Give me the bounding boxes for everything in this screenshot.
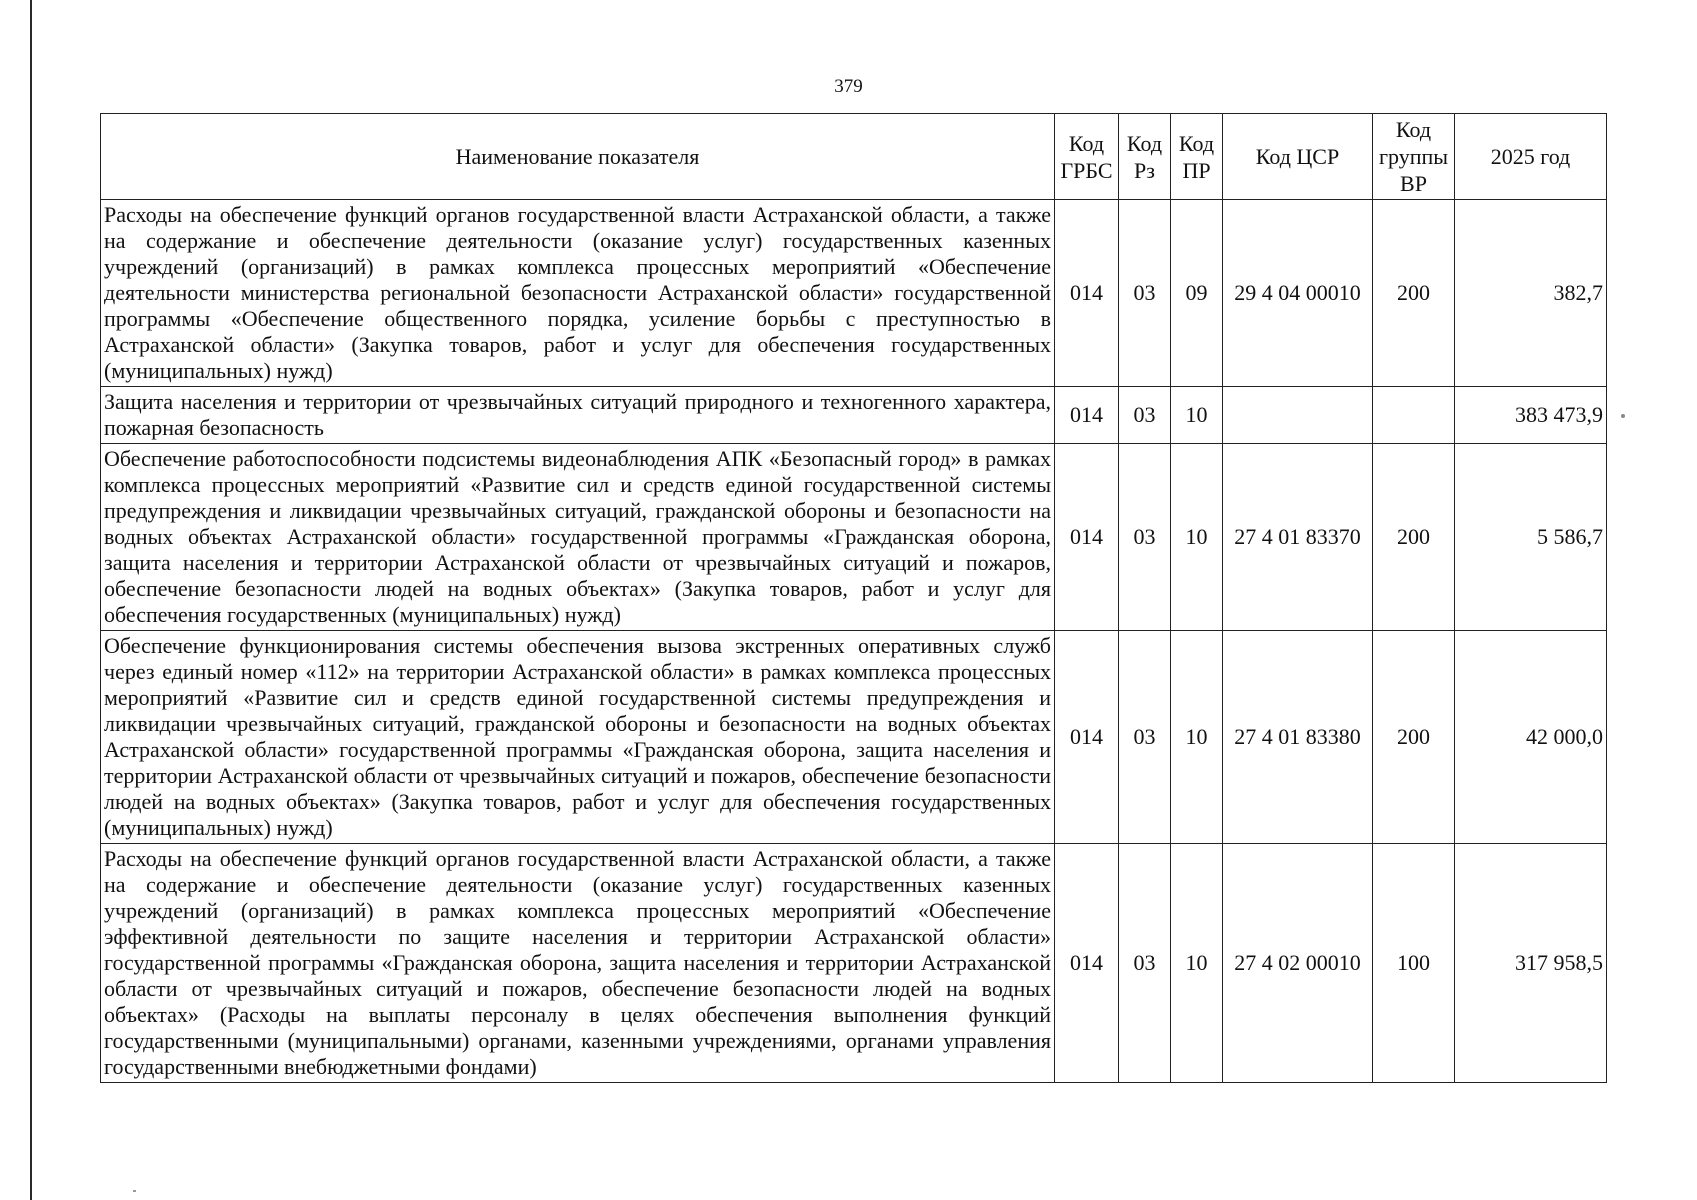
row-pr: 10 (1171, 844, 1223, 1083)
row-pr: 10 (1171, 631, 1223, 844)
table-row (101, 444, 1607, 631)
row-sum: 317 958,5 (1455, 844, 1607, 1083)
table-row (101, 631, 1607, 844)
row-rz: 03 (1119, 387, 1171, 444)
row-grbs: 014 (1055, 631, 1119, 844)
row-csr (1223, 387, 1373, 444)
row-csr: 27 4 01 83380 (1223, 631, 1373, 844)
row-pr: 10 (1171, 444, 1223, 631)
row-vr: 200 (1373, 200, 1455, 387)
table-row (101, 844, 1607, 1083)
row-rz: 03 (1119, 844, 1171, 1083)
row-name: Обеспечение работоспособности подсистемы видеонаблюдения АПК «Безопасный город» в рамках комплекса процессных мероприятий «Развитие сил и средств единой государственной системы предупреждения и ликвидации чрезвычайных ситуаций, гражданской обороны и безопасности на водных объектах Астраханской области» государственной программы «Гражданская оборона, защита населения и территории Астраханской области от чрезвычайных ситуаций и пожаров, обеспечение безопасности людей на водных объектах» (Закупка товаров, работ и услуг для обеспечения государственных (муниципальных) нужд) (101, 444, 1055, 631)
scan-speck-dot (1621, 414, 1625, 418)
header-vr: Код группы ВР (1373, 114, 1455, 200)
row-grbs: 014 (1055, 387, 1119, 444)
table-header-row (101, 114, 1607, 200)
page-number: 379 (834, 76, 863, 97)
table-row (101, 387, 1607, 444)
header-name: Наименование показателя (101, 114, 1055, 200)
row-rz: 03 (1119, 444, 1171, 631)
row-grbs: 014 (1055, 444, 1119, 631)
row-sum: 382,7 (1455, 200, 1607, 387)
row-vr: 200 (1373, 444, 1455, 631)
scan-speck-bottom (133, 1190, 136, 1192)
row-name: Расходы на обеспечение функций органов государственной власти Астраханской области, а также на содержание и обеспечение деятельности (оказание услуг) государственных казенных учреждений (организаций) в рамках комплекса процессных мероприятий «Обеспечение эффективной деятельности по защите населения и территории Астраханской области» государственной программы «Гражданская оборона, защита населения и территории Астраханской области от чрезвычайных ситуаций и пожаров, обеспечение безопасности людей на водных объектах» (Расходы на выплаты персоналу в целях обеспечения выполнения функций государственными (муниципальными) органами, казенными учреждениями, органами управления государственными внебюджетными фондами) (101, 844, 1055, 1083)
row-vr (1373, 387, 1455, 444)
header-rz: Код Рз (1119, 114, 1171, 200)
row-pr: 10 (1171, 387, 1223, 444)
row-name: Расходы на обеспечение функций органов государственной власти Астраханской области, а также на содержание и обеспечение деятельности (оказание услуг) государственных казенных учреждений (организаций) в рамках комплекса процессных мероприятий «Обеспечение деятельности министерства региональной безопасности Астраханской области» государственной программы «Обеспечение общественного порядка, усиление борьбы с преступностью в Астраханской области» (Закупка товаров, работ и услуг для обеспечения государственных (муниципальных) нужд) (101, 200, 1055, 387)
row-pr: 09 (1171, 200, 1223, 387)
row-sum: 42 000,0 (1455, 631, 1607, 844)
row-vr: 200 (1373, 631, 1455, 844)
row-name: Защита населения и территории от чрезвычайных ситуаций природного и техногенного характера, пожарная безопасность (101, 387, 1055, 444)
table-row (101, 200, 1607, 387)
header-year: 2025 год (1455, 114, 1607, 200)
row-sum: 5 586,7 (1455, 444, 1607, 631)
row-csr: 29 4 04 00010 (1223, 200, 1373, 387)
row-grbs: 014 (1055, 200, 1119, 387)
header-csr: Код ЦСР (1223, 114, 1373, 200)
row-rz: 03 (1119, 631, 1171, 844)
row-sum: 383 473,9 (1455, 387, 1607, 444)
header-pr: Код ПР (1171, 114, 1223, 200)
page-margin-line (30, 0, 32, 1200)
row-csr: 27 4 02 00010 (1223, 844, 1373, 1083)
row-vr: 100 (1373, 844, 1455, 1083)
row-name: Обеспечение функционирования системы обеспечения вызова экстренных оперативных служб через единый номер «112» на территории Астраханской области» в рамках комплекса процессных мероприятий «Развитие сил и средств единой государственной системы предупреждения и ликвидации чрезвычайных ситуаций, гражданской обороны и безопасности на водных объектах Астраханской области» государственной программы «Гражданская оборона, защита населения и территории Астраханской области от чрезвычайных ситуаций и пожаров, обеспечение безопасности людей на водных объектах» (Закупка товаров, работ и услуг для обеспечения государственных (муниципальных) нужд) (101, 631, 1055, 844)
row-grbs: 014 (1055, 844, 1119, 1083)
budget-table (100, 113, 1607, 1083)
row-rz: 03 (1119, 200, 1171, 387)
row-csr: 27 4 01 83370 (1223, 444, 1373, 631)
header-grbs: Код ГРБС (1055, 114, 1119, 200)
